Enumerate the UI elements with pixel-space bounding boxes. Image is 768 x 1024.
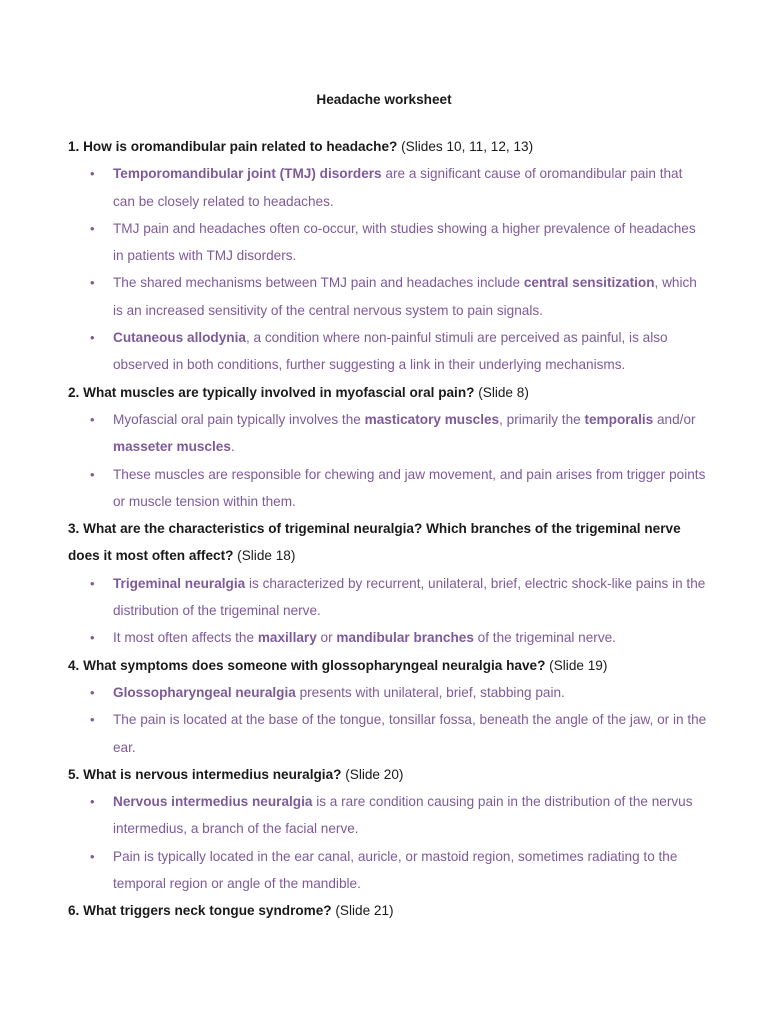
answer-text: The shared mechanisms between TMJ pain and headaches include [113, 275, 524, 291]
answer-item [68, 843, 708, 898]
answer-item [68, 679, 708, 706]
answer-text: and/or [653, 411, 696, 427]
question-1 [68, 133, 708, 160]
answer-text: are a significant cause of oromandibular pain that can be closely related to headaches. [113, 166, 683, 209]
bullet-icon: • [90, 684, 95, 700]
answer-item [68, 160, 708, 215]
answer-text: , a condition where non-painful stimuli are perceived as painful, is also observed in both conditions, further suggesting a link in their underlying mechanisms. [113, 330, 668, 373]
slide-reference: (Slides 10, 11, 12, 13) [397, 139, 534, 154]
answer-text: is characterized by recurrent, unilateral, brief, electric shock-like pains in the distribution of the trigeminal nerve. [113, 575, 706, 619]
answer-text: is a rare condition causing pain in the distribution of the nervus intermedius, a branch of the facial nerve. [113, 794, 693, 837]
highlighted-term: central sensitization [523, 275, 655, 291]
bullet-icon: • [90, 630, 95, 646]
bullet-icon: • [90, 575, 95, 591]
question-text: 4. What symptoms does someone with glossopharyngeal neuralgia have? [68, 657, 546, 673]
slide-reference: (Slide 20) [341, 766, 404, 782]
answer-list [68, 679, 708, 761]
question-text: 6. What triggers neck tongue syndrome? [68, 903, 332, 919]
answer-text: It most often affects the [113, 630, 258, 646]
page-title: Headache worksheet [316, 92, 452, 107]
highlighted-term: Nervous intermedius neuralgia [113, 794, 313, 810]
answer-item [68, 706, 708, 761]
question-2 [68, 379, 708, 406]
question-text: 1. How is oromandibular pain related to headache? [68, 139, 398, 154]
question-3 [68, 515, 708, 570]
answer-text: , primarily the [499, 411, 585, 427]
bullet-icon: • [90, 466, 95, 482]
answer-text: These muscles are responsible for chewing and jaw movement, and pain arises from trigger points or muscle tension within them. [113, 466, 706, 509]
bullet-icon: • [90, 330, 95, 346]
question-5 [68, 761, 708, 788]
answer-text: presents with unilateral, brief, stabbing pain. [295, 684, 565, 700]
bullet-icon: • [90, 166, 95, 182]
answer-list [68, 570, 708, 652]
bullet-icon: • [90, 220, 95, 236]
answer-item [68, 624, 708, 651]
answer-list [68, 160, 708, 378]
answer-item [68, 324, 708, 379]
answer-text: , which is an increased sensitivity of the central nervous system to pain signals. [113, 275, 697, 318]
answer-item [68, 461, 708, 516]
answer-text: of the trigeminal nerve. [473, 630, 616, 646]
slide-reference: (Slide 8) [474, 384, 529, 400]
highlighted-term: Cutaneous allodynia [113, 330, 246, 346]
answer-item [68, 406, 708, 461]
slide-reference: (Slide 21) [331, 903, 394, 919]
question-6 [68, 897, 708, 924]
highlighted-term: Trigeminal neuralgia [113, 575, 246, 591]
answer-text: TMJ pain and headaches often co-occur, with studies showing a higher prevalence of headaches in patients with TMJ disorders. [113, 220, 696, 264]
highlighted-term: maxillary [257, 630, 317, 646]
answer-item [68, 788, 708, 843]
answer-text: Myofascial oral pain typically involves the [113, 411, 365, 427]
highlighted-term: temporalis [584, 411, 654, 427]
worksheet-content [68, 133, 708, 925]
question-4 [68, 652, 708, 679]
answer-item [68, 570, 708, 625]
answer-item [68, 215, 708, 270]
answer-item [68, 269, 708, 324]
question-text: 5. What is nervous intermedius neuralgia? [68, 766, 342, 782]
bullet-icon: • [90, 275, 95, 291]
answer-text: The pain is located at the base of the tongue, tonsillar fossa, beneath the angle of the jaw, or in the ear. [113, 712, 707, 755]
bullet-icon: • [90, 712, 95, 728]
question-text: 3. What are the characteristics of trigeminal neuralgia? Which branches of the trigeminal nerve does it most often affect? [68, 521, 681, 564]
slide-reference: (Slide 18) [233, 548, 296, 564]
highlighted-term: masticatory muscles [364, 411, 500, 427]
question-text: 2. What muscles are typically involved in myofascial oral pain? [68, 384, 475, 400]
bullet-icon: • [90, 794, 95, 810]
bullet-icon: • [90, 411, 95, 427]
highlighted-term: Glossopharyngeal neuralgia [113, 684, 296, 700]
answer-list [68, 788, 708, 897]
highlighted-term: Temporomandibular joint (TMJ) disorders [113, 166, 382, 182]
highlighted-term: mandibular branches [336, 630, 474, 646]
highlighted-term: masseter muscles [113, 439, 231, 455]
bullet-icon: • [90, 848, 95, 864]
answer-text: or [316, 630, 337, 646]
answer-text: . [230, 439, 235, 455]
answer-list [68, 406, 708, 515]
answer-text: Pain is typically located in the ear canal, auricle, or mastoid region, sometimes radiating to the temporal region or angle of the mandible. [113, 848, 678, 892]
slide-reference: (Slide 19) [545, 657, 608, 673]
